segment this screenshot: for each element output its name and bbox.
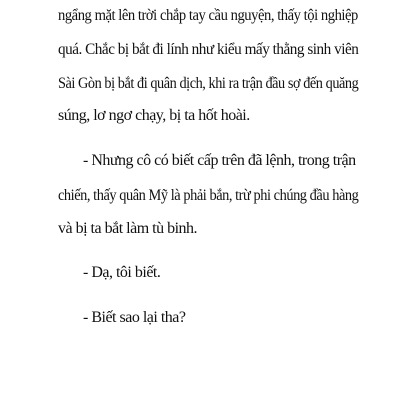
- paragraph-line: ngẩng mặt lên trời chắp tay cầu nguyện, thấy tội nghiệp: [58, 7, 358, 24]
- cut-off-line: [58, 0, 307, 2]
- dialogue-line: - Dạ, tôi biết.: [83, 264, 161, 281]
- paragraph-line: quá. Chắc bị bắt đi lính như kiểu mấy thằng sinh viên: [58, 41, 359, 58]
- dialogue-line: - Biết sao lại tha?: [83, 309, 186, 326]
- paragraph-line: chiến, thấy quân Mỹ là phải bắn, trừ phi chúng đầu hàng: [58, 187, 359, 204]
- paragraph-line: súng, lơ ngơ chạy, bị ta hốt hoài.: [58, 107, 250, 124]
- dialogue-line: - Nhưng cô có biết cấp trên đã lệnh, trong trận: [83, 152, 356, 169]
- paragraph-line: và bị ta bắt làm tù binh.: [58, 220, 198, 237]
- paragraph-line: Sài Gòn bị bắt đi quân dịch, khi ra trận đầu sợ đến quăng: [58, 75, 359, 92]
